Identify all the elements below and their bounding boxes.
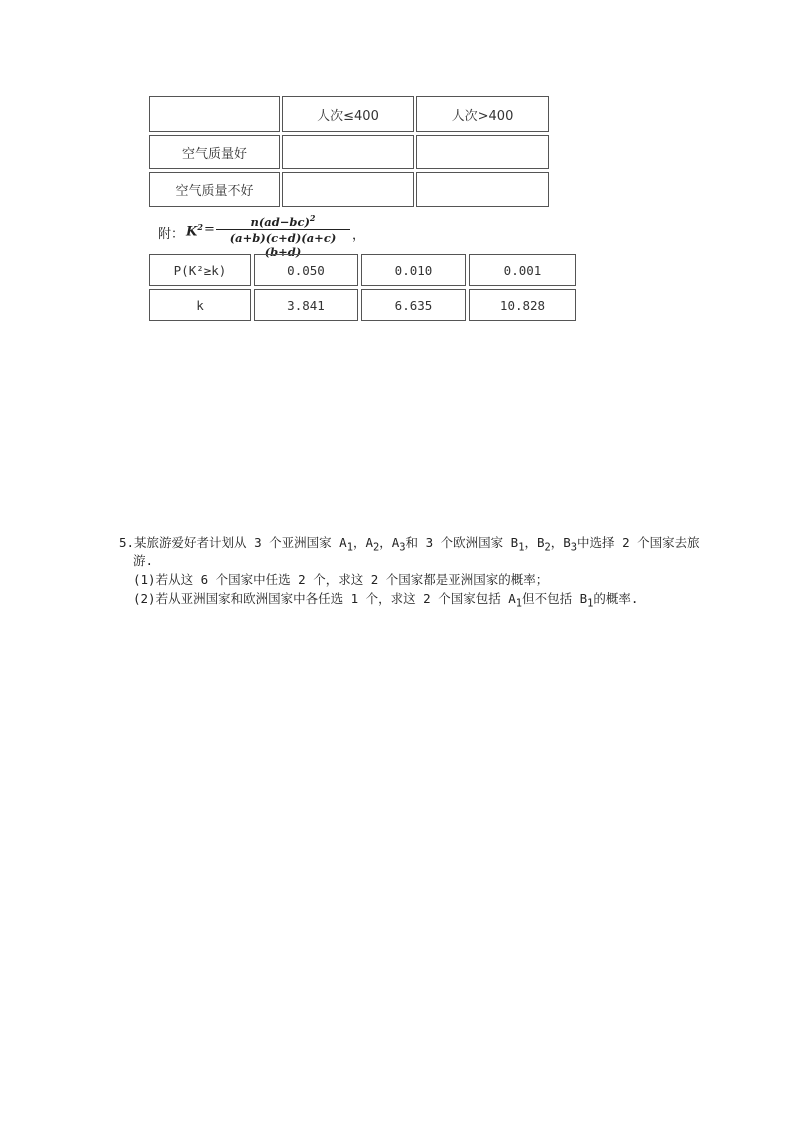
formula-fraction-bar [216,229,350,230]
formula-suffix: ， [352,228,366,243]
table2-p-value: 0.050 [254,254,358,286]
table1-row-good-label: 空气质量好 [149,135,280,169]
table1-header-gt400: 人次>400 [416,96,549,132]
table2-k-label: k [149,289,251,321]
formula-prefix: 附： [158,227,185,242]
table1-header-le400: 人次≤400 [282,96,414,132]
formula-lhs: $K^2$ [186,222,203,240]
question-stem-line2: 游. [133,553,154,568]
k-squared-formula [158,213,418,259]
table2-k-value: 3.841 [254,289,358,321]
formula-numerator: $n(ad-bc)^2$ [250,213,316,229]
table1-row-bad-gt400 [416,172,549,207]
table1-row-good-le400 [282,135,414,169]
table1-row-good-gt400 [416,135,549,169]
question-part-2: (2)若从亚洲国家和欧洲国家中各任选 1 个，求这 2 个国家包括 $A_1$但不包括 $B_1$的概率. [133,591,639,610]
question-stem-line1: 5.某旅游爱好者计划从 3 个亚洲国家 $A_1$，$A_2$，$A_3$和 3 个欧洲国家 $B_1$，$B_2$，$B_3$中选择 2 个国家去旅 [119,535,700,554]
table1-header-empty [149,96,280,132]
formula-equals: = [204,222,215,237]
formula-denominator: (a+b)(c+d)(a+c)(b+d) [229,231,337,259]
table2-k-value: 10.828 [469,289,576,321]
table1-row-bad-le400 [282,172,414,207]
table1-row-bad-label: 空气质量不好 [149,172,280,207]
table2-p-label: P(K²≥k) [149,254,251,286]
table2-p-value: 0.010 [361,254,466,286]
table2-p-value: 0.001 [469,254,576,286]
question-part-1: (1)若从这 6 个国家中任选 2 个，求这 2 个国家都是亚洲国家的概率； [133,572,549,587]
table2-k-value: 6.635 [361,289,466,321]
